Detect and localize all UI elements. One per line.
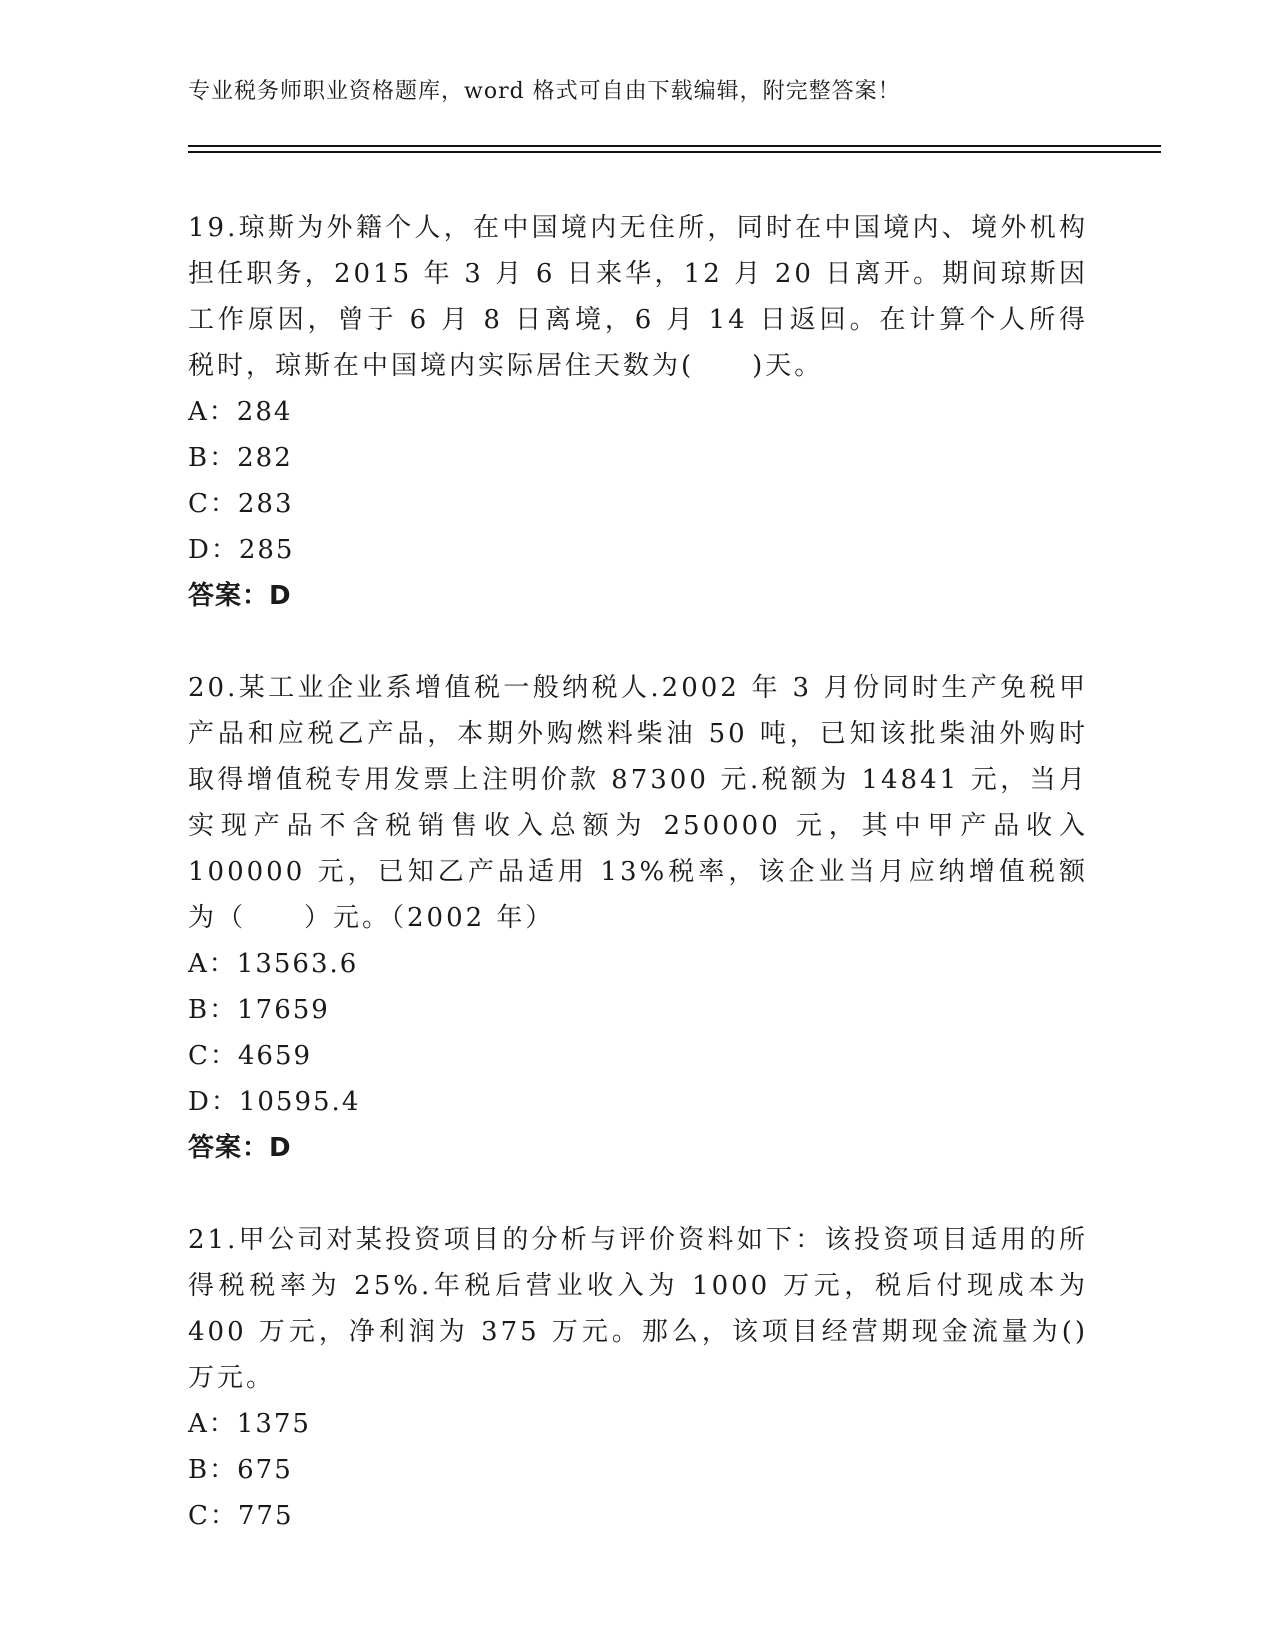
option-d: D：285 bbox=[188, 535, 295, 565]
option-c: C：283 bbox=[188, 489, 294, 519]
question-20 bbox=[188, 665, 1088, 1171]
option-b: B：675 bbox=[188, 1455, 293, 1485]
option-a: A：1375 bbox=[188, 1409, 311, 1439]
answer: 答案：D bbox=[188, 1133, 292, 1163]
page-header: 专业税务师职业资格题库，word 格式可自由下载编辑，附完整答案！ bbox=[188, 79, 901, 104]
question-list bbox=[188, 205, 1088, 1585]
option-a: A：13563.6 bbox=[188, 949, 359, 979]
option-c: C：775 bbox=[188, 1501, 294, 1531]
option-d: D：10595.4 bbox=[188, 1087, 361, 1117]
header-divider bbox=[188, 145, 1161, 147]
question-21 bbox=[188, 1217, 1088, 1539]
option-b: B：17659 bbox=[188, 995, 330, 1025]
question-stem: 21.甲公司对某投资项目的分析与评价资料如下：该投资项目适用的所得税税率为 25%.年税后营业收入为 1000 万元，税后付现成本为 400 万元，净利润为 375 万元。那么，该项目经营期现金流量为()万元。 bbox=[188, 1225, 1088, 1393]
answer: 答案：D bbox=[188, 581, 292, 611]
option-b: B：282 bbox=[188, 443, 293, 473]
question-19 bbox=[188, 205, 1088, 619]
option-a: A：284 bbox=[188, 397, 293, 427]
option-c: C：4659 bbox=[188, 1041, 313, 1071]
question-stem: 19.琼斯为外籍个人，在中国境内无住所，同时在中国境内、境外机构担任职务，2015 年 3 月 6 日来华，12 月 20 日离开。期间琼斯因工作原因，曾于 6 月 8 日离境，6 月 14 日返回。在计算个人所得税时，琼斯在中国境内实际居住天数为( )天。 bbox=[188, 213, 1088, 381]
question-stem: 20.某工业企业系增值税一般纳税人.2002 年 3 月份同时生产免税甲产品和应税乙产品，本期外购燃料柴油 50 吨，已知该批柴油外购时取得增值税专用发票上注明价款 87300 元.税额为 14841 元，当月实现产品不含税销售收入总额为 250000 元，其中甲产品收入 100000 元，已知乙产品适用 13%税率，该企业当月应纳增值税额为（ ）元。（2002 年） bbox=[188, 673, 1088, 933]
header-divider-second bbox=[188, 151, 1161, 153]
